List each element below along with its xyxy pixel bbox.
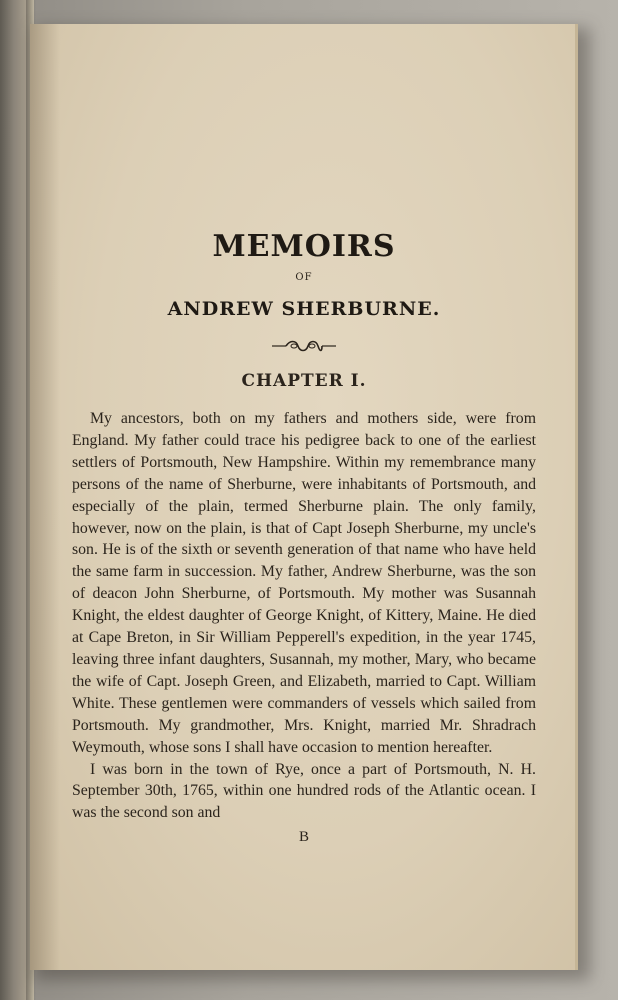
gutter-shade: [30, 24, 60, 970]
signature-mark: B: [298, 829, 309, 846]
author-name: ANDREW SHERBURNE.: [167, 298, 441, 320]
title-of: OF: [295, 272, 313, 283]
page-content: [72, 229, 536, 846]
paragraph: I was born in the town of Rye, once a part of Portsmouth, N. H. September 30th, 1765, within one hundred rods of the Atlantic ocean. I was the second son and: [72, 760, 536, 822]
ornament-icon: [272, 339, 336, 353]
body-text: [72, 408, 536, 824]
book-title: MEMOIRS: [212, 229, 396, 264]
paragraph: My ancestors, both on my fathers and mothers side, were from England. My father could trace his pedigree back to one of the earliest settlers of Portsmouth, New Hampshire. Within my remembrance many persons of the name of Sherburne, were inhabitants of Portsmouth, and especially of the plain, termed Sherburne plain. The only family, however, now on the plain, is that of Capt Joseph Sherburne, my uncle's son. He is of the sixth or seventh generation of that name who have held the same farm in succession. My father, Andrew Sherburne, was the son of deacon John Sherburne, of Portsmouth. My mother was Susannah Knight, the eldest daughter of George Knight, of Kittery, Maine. He died at Cape Breton, in Sir William Pepperell's expedition, in the year 1745, leaving three infant daughters, Susannah, my mother, Mary, who became the wife of Capt. Joseph Green, and Elizabeth, married to Capt. William White. These gentlemen were commanders of vessels which sailed from Portsmouth. My grandmother, Mrs. Knight, married Mr. Shradrach Weymouth, whose sons I shall have occasion to mention hereafter.: [72, 410, 536, 756]
chapter-heading: CHAPTER I.: [241, 371, 367, 391]
book-page: [30, 24, 578, 970]
ornament-divider: [72, 339, 536, 356]
